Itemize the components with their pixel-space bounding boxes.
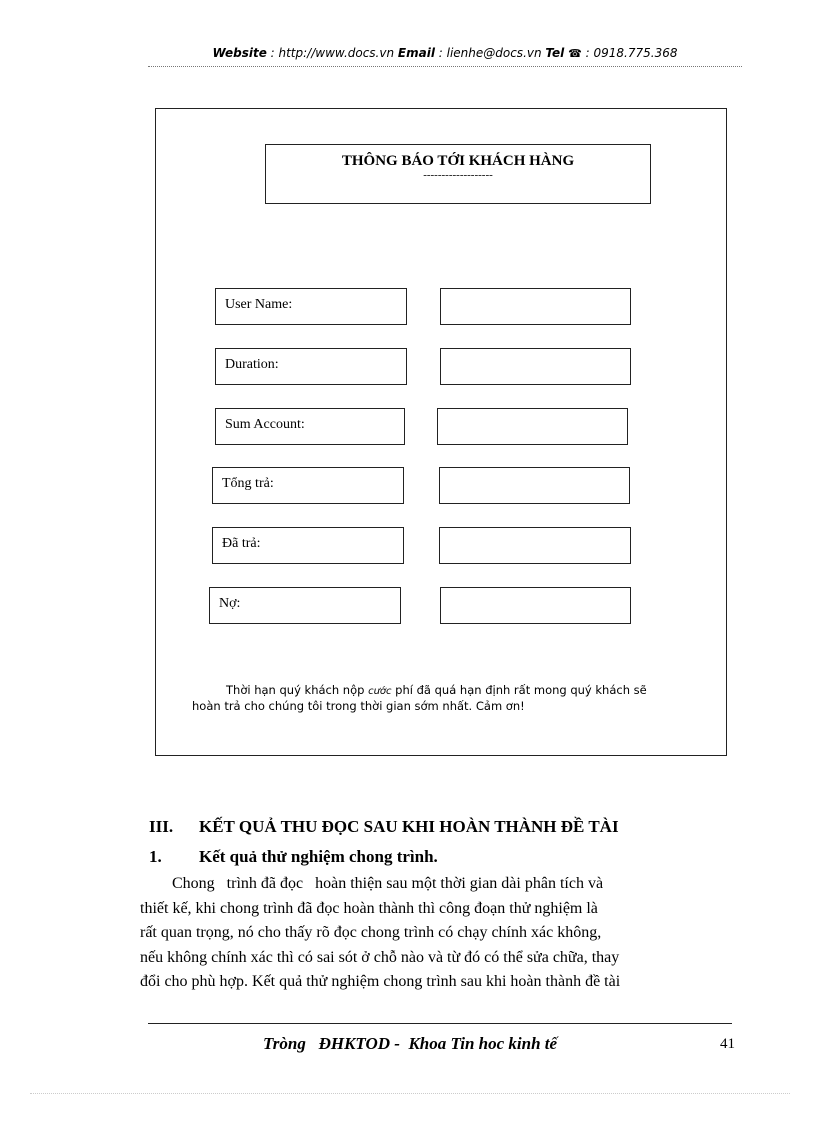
body-line: đổi cho phù hợp. Kết quả thử nghiệm chong trình sau khi hoàn thành đề tài (140, 973, 621, 990)
page-number: 41 (720, 1036, 735, 1052)
email-label: Email (397, 46, 435, 60)
notice-part-1: Thời hạn quý khách nộp (226, 683, 369, 697)
website-label: Website (212, 46, 267, 60)
label-tong-tra: Tổng trả: (212, 467, 404, 504)
form-title: THÔNG BÁO TỚI KHÁCH HÀNG (341, 153, 575, 169)
body-line: nếu không chính xác thì có sai sót ở chỗ nào và từ đó có thể sửa chữa, thay (140, 948, 620, 966)
footer-text: Tròng ĐHKTOD - Khoa Tin hoc kinh tế (263, 1034, 558, 1053)
field-user-name[interactable] (440, 288, 631, 325)
field-duration[interactable] (440, 348, 631, 385)
field-da-tra[interactable] (439, 527, 631, 564)
label-sum-account: Sum Account: (215, 408, 405, 445)
form-title-box (265, 144, 651, 204)
notice-text (192, 683, 712, 713)
field-sum-account[interactable] (437, 408, 628, 445)
footer-rule (148, 1023, 732, 1024)
notice-line-2: hoàn trả cho chúng tôi trong thời gian sớm nhất. Cảm ơn! (192, 699, 525, 713)
subsection-number: 1. (149, 847, 162, 866)
form-title-underline: ------------------- (423, 169, 493, 181)
section-heading (149, 817, 749, 837)
body-line: rất quan trọng, nó cho thấy rõ đọc chong trình có chạy chính xác không, (140, 924, 602, 941)
subsection-title: Kết quả thử nghiệm chong trình. (199, 847, 438, 866)
tel-value: : 0918.775.368 (581, 46, 678, 60)
bottom-dotted-rule (30, 1093, 790, 1094)
email-value: : lienhe@docs.vn (434, 46, 546, 60)
field-no[interactable] (440, 587, 631, 624)
label-da-tra: Đã trả: (212, 527, 404, 564)
subsection-heading (149, 847, 749, 867)
header-rule (148, 66, 742, 67)
section-title: KẾT QUẢ THU ĐỌC SAU KHI HOÀN THÀNH ĐỀ TÀI (199, 817, 619, 836)
section-number: III. (149, 817, 174, 836)
tel-label: Tel (545, 46, 565, 60)
field-tong-tra[interactable] (439, 467, 630, 504)
body-line: Chong trình đã đọc hoàn thiện sau một thời gian dài phân tích và (140, 875, 604, 892)
body-paragraph (140, 872, 740, 995)
phone-icon: ☎ (568, 47, 582, 60)
notice-line-1 (192, 683, 712, 699)
notice-small-word: cước (368, 686, 392, 697)
body-line: thiết kế, khi chong trình đã đọc hoàn thành thì công đoạn thử nghiệm là (140, 899, 598, 917)
website-value: : http://www.docs.vn (266, 46, 398, 60)
label-user-name: User Name: (215, 288, 407, 325)
label-duration: Duration: (215, 348, 407, 385)
label-no: Nợ: (209, 587, 401, 624)
page-header (148, 46, 742, 66)
notice-part-2: phí đã quá hạn định rất mong quý khách sẽ (391, 683, 647, 697)
